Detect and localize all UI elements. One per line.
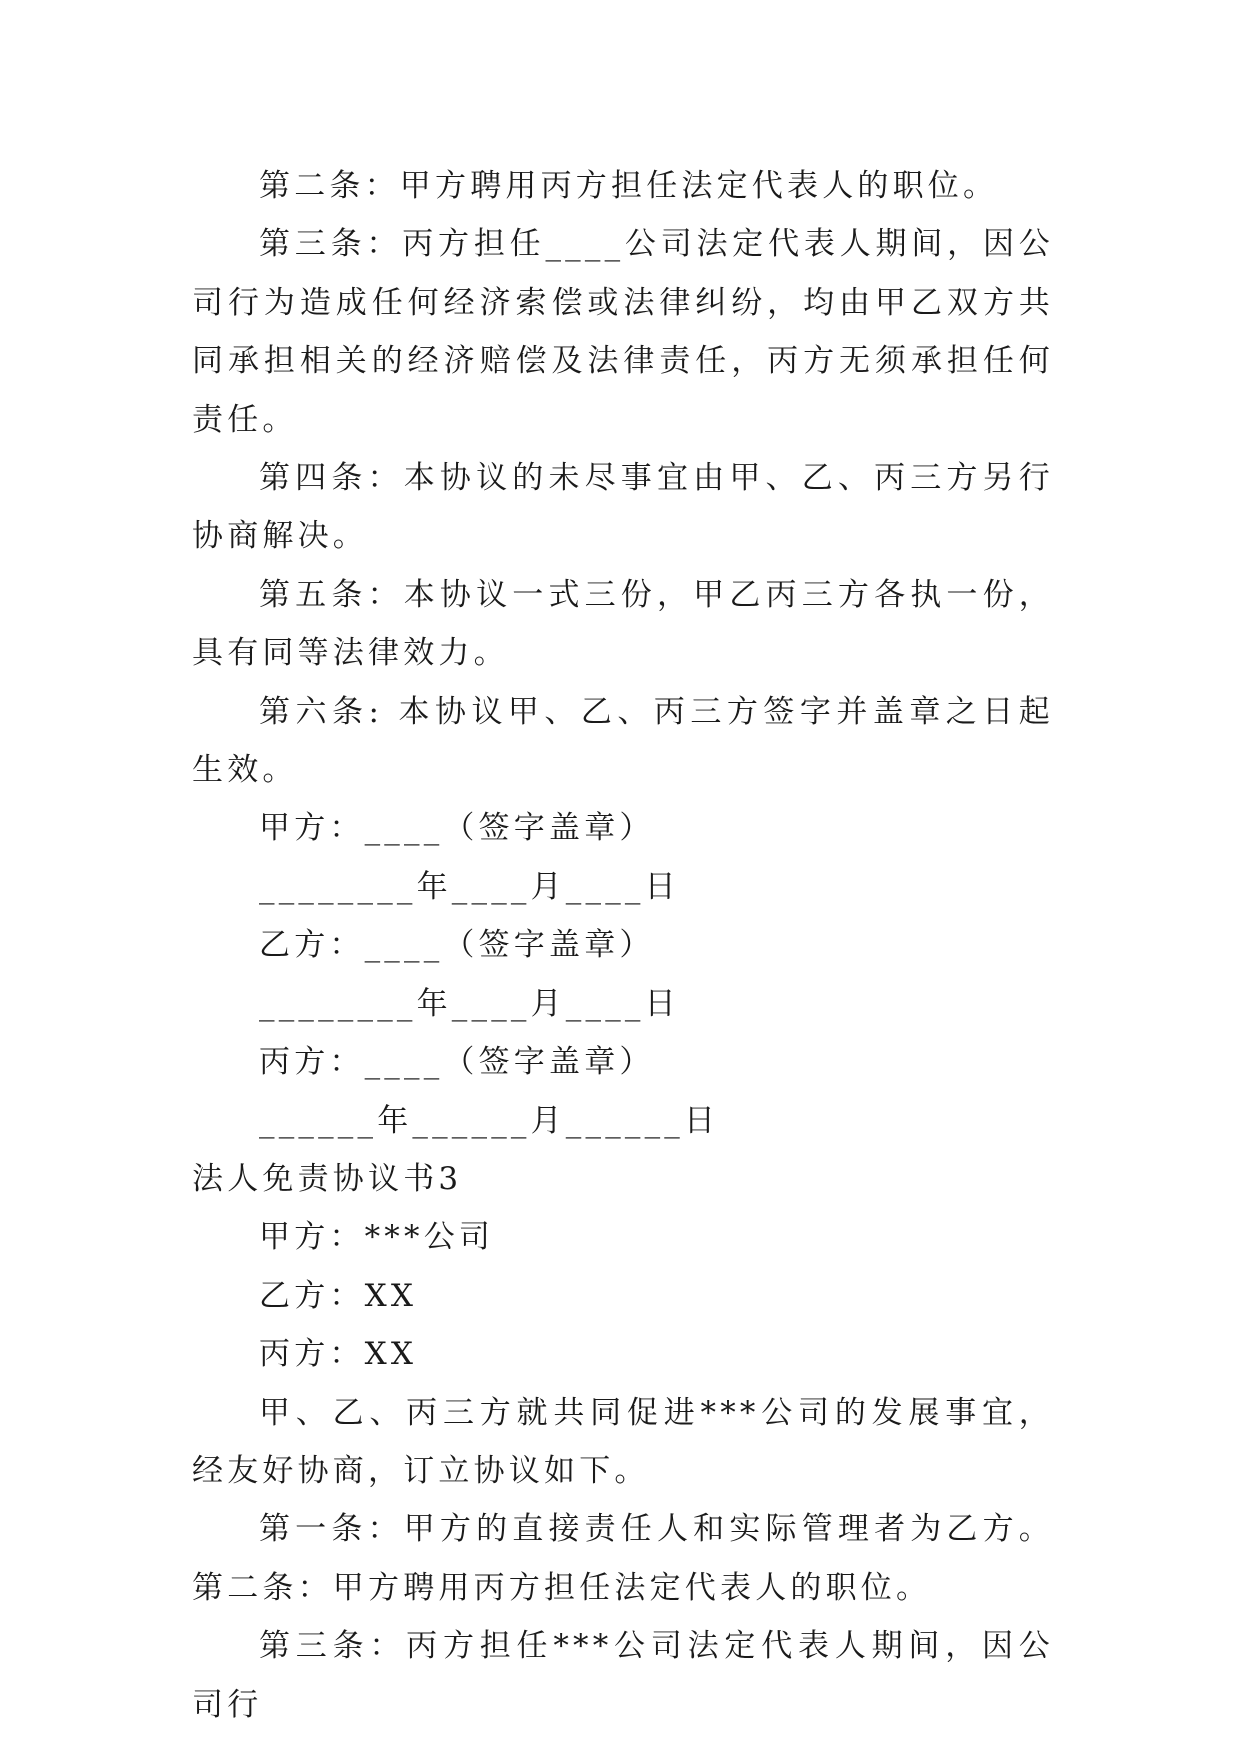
article-3-paragraph: 第三条：丙方担任____公司法定代表人期间，因公司行为造成任何经济索偿或法律纠纷，均由甲乙双方共同承担相关的经济赔偿及法律责任，丙方无须承担任何责任。 xyxy=(192,226,1054,438)
article-4-paragraph: 第四条：本协议的未尽事宜由甲、乙、丙三方另行协商解决。 xyxy=(192,460,1054,555)
party-c-signature-line: 丙方：____（签字盖章） xyxy=(259,1044,655,1081)
article-3-partial-paragraph: 第三条：丙方担任***公司法定代表人期间，因公司行 xyxy=(192,1628,1054,1723)
document-body xyxy=(192,157,1054,1734)
party-a-date-line: ________年____月____日 xyxy=(259,868,680,905)
article-1-2-paragraph: 第一条：甲方的直接责任人和实际管理者为乙方。第二条：甲方聘用丙方担任法定代表人的职位。 xyxy=(192,1511,1054,1606)
party-a-name: 甲方：***公司 xyxy=(259,1219,495,1256)
article-2-paragraph: 第二条：甲方聘用丙方担任法定代表人的职位。 xyxy=(259,168,999,204)
article-6-paragraph: 第六条: 本协议甲、乙、丙三方签字并盖章之日起生效。 xyxy=(192,693,1054,789)
party-b-name: 乙方：XX xyxy=(259,1277,418,1314)
article-5-paragraph: 第五条：本协议一式三份，甲乙丙三方各执一份，具有同等法律效力。 xyxy=(192,576,1054,672)
party-b-signature-line: 乙方：____（签字盖章） xyxy=(259,927,655,964)
party-a-signature-line: 甲方：____（签字盖章） xyxy=(259,810,655,847)
section-heading: 法人免责协议书3 xyxy=(192,1160,463,1197)
party-c-name: 丙方：XX xyxy=(259,1336,418,1373)
party-c-date-line: ______年______月______日 xyxy=(259,1102,720,1139)
preamble-paragraph: 甲、乙、丙三方就共同促进***公司的发展事宜，经友好协商，订立协议如下。 xyxy=(192,1394,1054,1489)
party-b-date-line: ________年____月____日 xyxy=(259,985,680,1022)
